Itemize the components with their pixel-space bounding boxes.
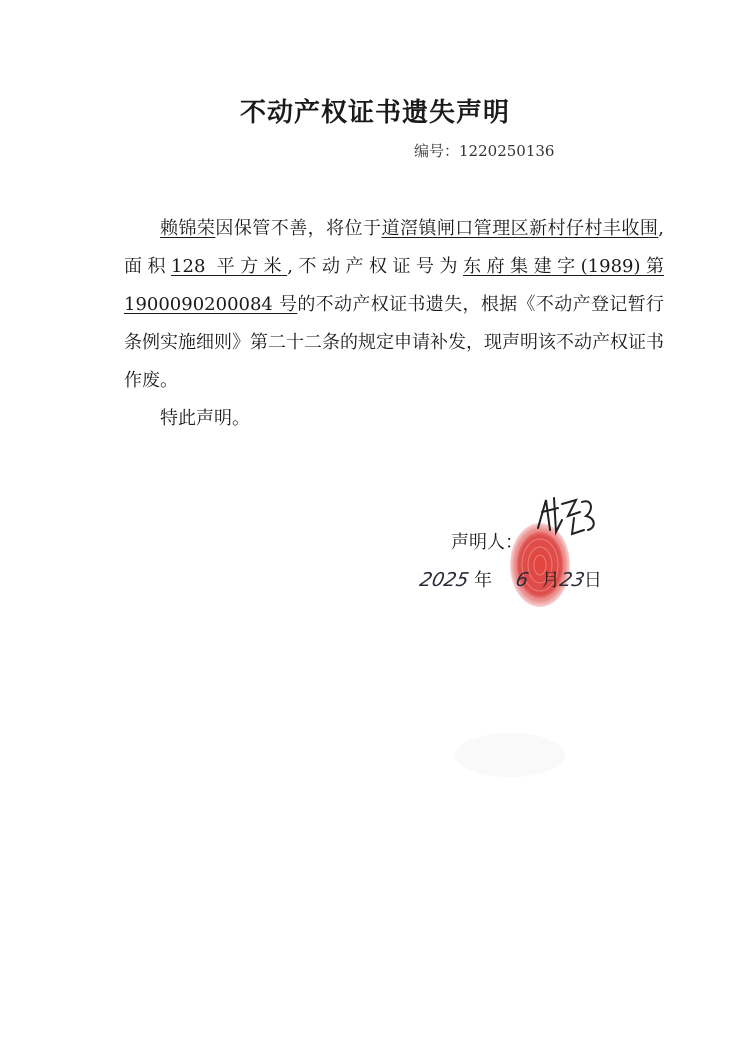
- paragraph-closing: 特此声明。: [160, 408, 250, 429]
- handwritten-signature: [532, 490, 602, 540]
- serial-label: 编号：: [414, 142, 460, 160]
- text-segment: 的不动产权证书遗失，根据《不动产登记暂行条例实施细则》第二十二条的规定申请补发，现声明该不动产权证书作废。: [124, 294, 664, 391]
- date-year: 2025: [417, 569, 471, 591]
- date-day: 23: [557, 569, 587, 591]
- text-segment: 因保管不善，将位于: [215, 218, 382, 239]
- paper-smudge: [450, 725, 570, 785]
- signer-label: 声明人：: [451, 532, 523, 553]
- statement-body: [124, 210, 664, 438]
- text-segment: ,面积: [124, 218, 665, 277]
- date-day-unit: 日: [583, 570, 602, 591]
- certificate-number: 东府集建字(1989)第 1900090200084 号: [124, 256, 665, 315]
- property-location: 道滘镇闸口管理区新村仔村丰收围: [381, 218, 659, 239]
- date-month: 6: [513, 569, 531, 591]
- owner-name: 赖锦荣: [160, 218, 216, 239]
- date-line: [417, 566, 602, 592]
- serial-line: [414, 140, 554, 161]
- date-month-unit: 月: [541, 570, 560, 591]
- text-segment: ,不动产权证号为: [287, 256, 464, 277]
- document-title: 不动产权证书遗失声明: [239, 98, 510, 128]
- date-year-unit: 年: [474, 570, 493, 591]
- signer-line: [451, 528, 523, 554]
- serial-number: 1220250136: [459, 142, 555, 160]
- paragraph-main: [124, 210, 664, 400]
- property-area: 128 平方米: [171, 256, 288, 277]
